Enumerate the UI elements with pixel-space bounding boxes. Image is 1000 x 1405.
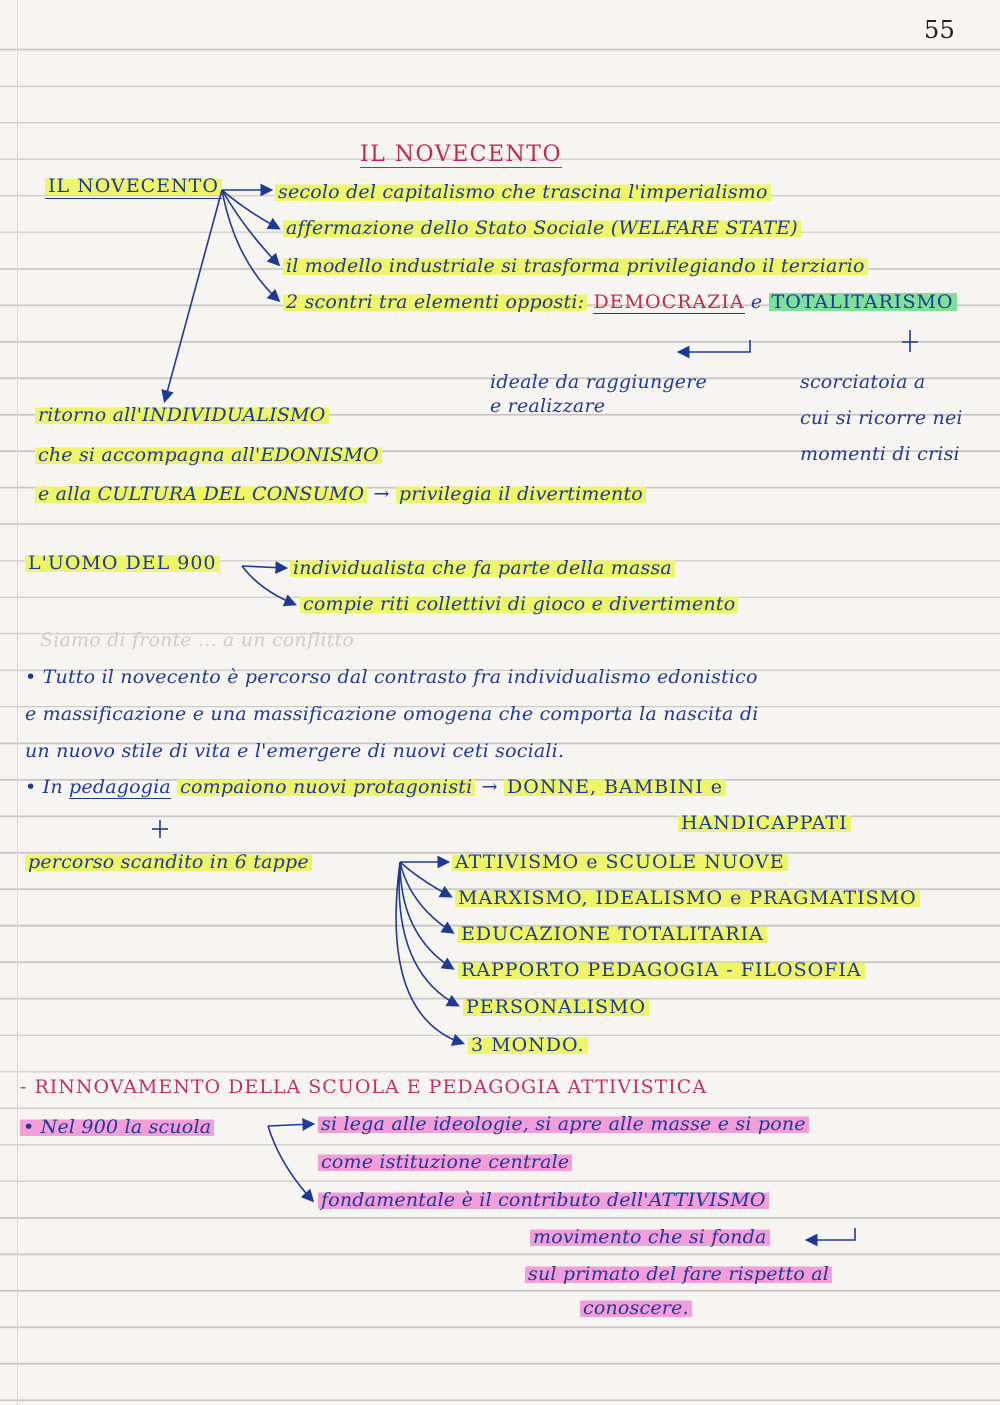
tappa-1: ATTIVISMO e SCUOLE NUOVE [452, 850, 788, 874]
totalitarismo-note: scorciatoia a cui si ricorre nei momenti di crisi [800, 371, 963, 465]
topic-novecento: IL NOVECENTO [45, 174, 222, 199]
pedagogia-line: • In pedagogia compaiono nuovi protagonisti → DONNE, BAMBINI e [25, 775, 726, 799]
paragraph-1-line-1: • Tutto il novecento è percorso dal contrasto fra individualismo edonistico [25, 666, 758, 688]
uomo-branch-2: compie riti collettivi di gioco e divertimento [300, 592, 738, 616]
branch-4: 2 scontri tra elementi opposti: DEMOCRAZIA e TOTALITARISMO [283, 290, 957, 314]
tappa-2: MARXISMO, IDEALISMO e PRAGMATISMO [455, 886, 920, 910]
scuola-branch-2-line-2: movimento che si fonda [530, 1225, 770, 1249]
tappa-3: EDUCAZIONE TOTALITARIA [458, 922, 767, 946]
scuola-branch-1-line-1: si lega alle ideologie, si apre alle masse e si pone [318, 1112, 809, 1136]
scuola-branch-2-line-4: conoscere. [580, 1296, 692, 1320]
page-title: IL NOVECENTO [360, 142, 562, 167]
individualismo-line-1: ritorno all'INDIVIDUALISMO [35, 403, 329, 427]
democrazia-note: ideale da raggiungere e realizzare [490, 371, 707, 417]
percorso-label: percorso scandito in 6 tappe [25, 850, 312, 874]
scuola-branch-1-line-2: come istituzione centrale [318, 1150, 572, 1174]
tappa-5: PERSONALISMO [463, 995, 649, 1019]
branch-1: secolo del capitalismo che trascina l'imperialismo [275, 180, 771, 204]
paragraph-1-line-2: e massificazione e una massificazione omogena che comporta la nascita di [25, 703, 759, 725]
scuola-topic: • Nel 900 la scuola [20, 1115, 214, 1139]
individualismo-line-3: e alla CULTURA DEL CONSUMO → privilegia il divertimento [35, 482, 646, 506]
faded-text: Siamo di fronte ... a un conflitto [40, 629, 354, 651]
individualismo-line-2: che si accompagna all'EDONISMO [35, 443, 382, 467]
section-heading-rinnovamento: - RINNOVAMENTO DELLA SCUOLA E PEDAGOGIA ATTIVISTICA [20, 1076, 708, 1098]
uomo-branch-1: individualista che fa parte della massa [290, 556, 675, 580]
branch-2: affermazione dello Stato Sociale (WELFARE STATE) [283, 216, 801, 240]
tappa-6: 3 MONDO. [468, 1033, 588, 1057]
pedagogia-groups-2: HANDICAPPATI [678, 811, 851, 835]
paragraph-1-line-3: un nuovo stile di vita e l'emergere di nuovi ceti sociali. [25, 740, 565, 762]
scuola-branch-2-line-3: sul primato del fare rispetto al [525, 1262, 832, 1286]
tappa-4: RAPPORTO PEDAGOGIA - FILOSOFIA [458, 958, 865, 982]
branch-3: il modello industriale si trasforma privilegiando il terziario [283, 254, 868, 278]
uomo-900-topic: L'UOMO DEL 900 [25, 551, 220, 575]
scuola-branch-2-line-1: fondamentale è il contributo dell'ATTIVISMO [318, 1188, 769, 1212]
page-number: 55 [924, 16, 955, 44]
